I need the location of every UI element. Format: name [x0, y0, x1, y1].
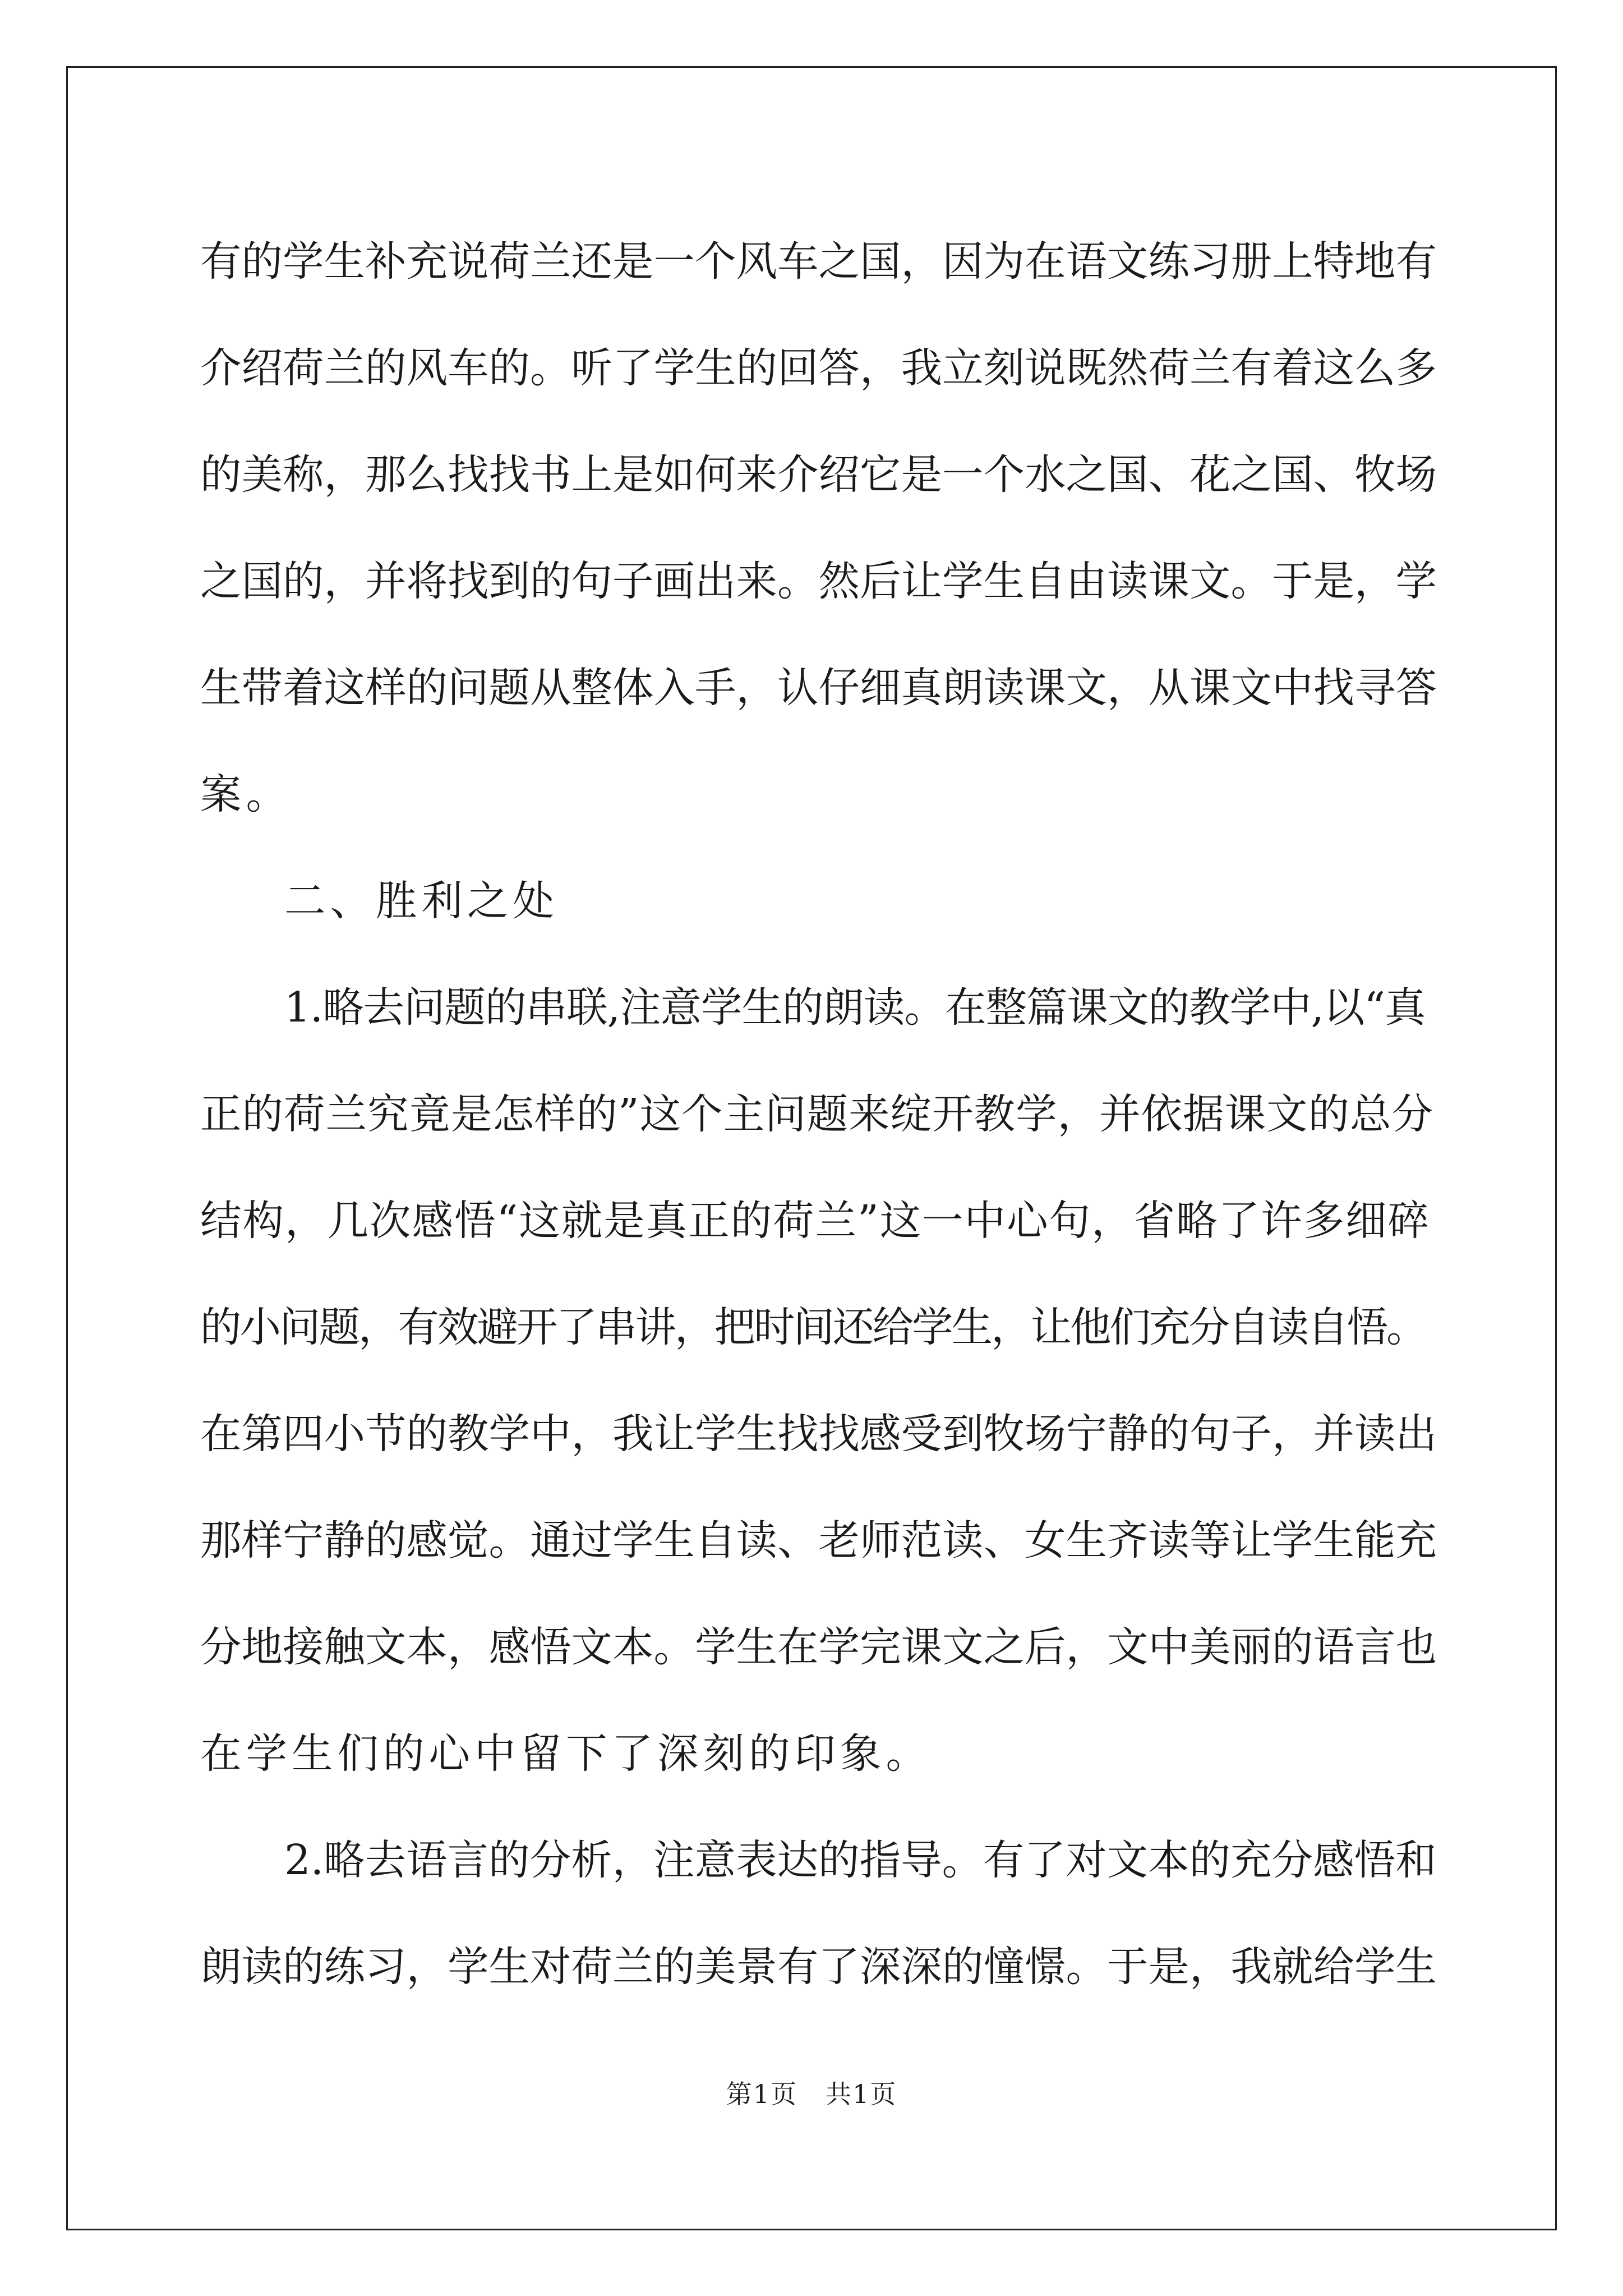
text-line: 2.略去语言的分析，注意表达的指导。有了对文本的充分感悟和 — [284, 1837, 1437, 1884]
text-line: 在学生们的心中留下了深刻的印象。 — [200, 1730, 932, 1778]
text-line: 之国的，并将找到的句子画出来。然后让学生自由读课文。于是，学 — [200, 558, 1437, 605]
document-body — [200, 209, 1440, 2021]
text-line: 介绍荷兰的风车的。听了学生的回答，我立刻说既然荷兰有着这么多 — [200, 344, 1437, 392]
text-line: 的小问题，有效避开了串讲，把时间还给学生，让他们充分自读自悟。 — [200, 1304, 1426, 1351]
text-line: 生带着这样的问题从整体入手，认仔细真朗读课文，从课文中找寻答 — [200, 664, 1437, 712]
text-line: 1.略去问题的串联,注意学生的朗读。在整篇课文的教学中,以“真 — [284, 984, 1426, 1032]
page-total: 共1页 — [826, 2079, 897, 2109]
page-number: 第1页 — [726, 2079, 797, 2109]
text-line: 结构，几次感悟“这就是真正的荷兰”这一中心句，省略了许多细碎 — [200, 1197, 1431, 1245]
text-line: 朗读的练习，学生对荷兰的美景有了深深的憧憬。于是，我就给学生 — [200, 1943, 1437, 1991]
text-line: 那样宁静的感觉。通过学生自读、老师范读、女生齐读等让学生能充 — [200, 1517, 1437, 1565]
text-line: 的美称，那么找找书上是如何来介绍它是一个水之国、花之国、牧场 — [200, 451, 1437, 499]
text-line: 案。 — [200, 771, 292, 818]
text-line: 正的荷兰究竟是怎样的”这个主问题来绽开教学，并依据课文的总分 — [200, 1091, 1434, 1138]
text-line: 分地接触文本，感悟文本。学生在学完课文之后，文中美丽的语言也 — [200, 1623, 1437, 1671]
section-heading: 二、胜利之处 — [284, 877, 559, 925]
page-footer — [0, 2074, 1623, 2111]
text-line: 有的学生补充说荷兰还是一个风车之国，因为在语文练习册上特地有 — [200, 238, 1437, 286]
text-line: 在第四小节的教学中，我让学生找找感受到牧场宁静的句子，并读出 — [200, 1410, 1437, 1458]
